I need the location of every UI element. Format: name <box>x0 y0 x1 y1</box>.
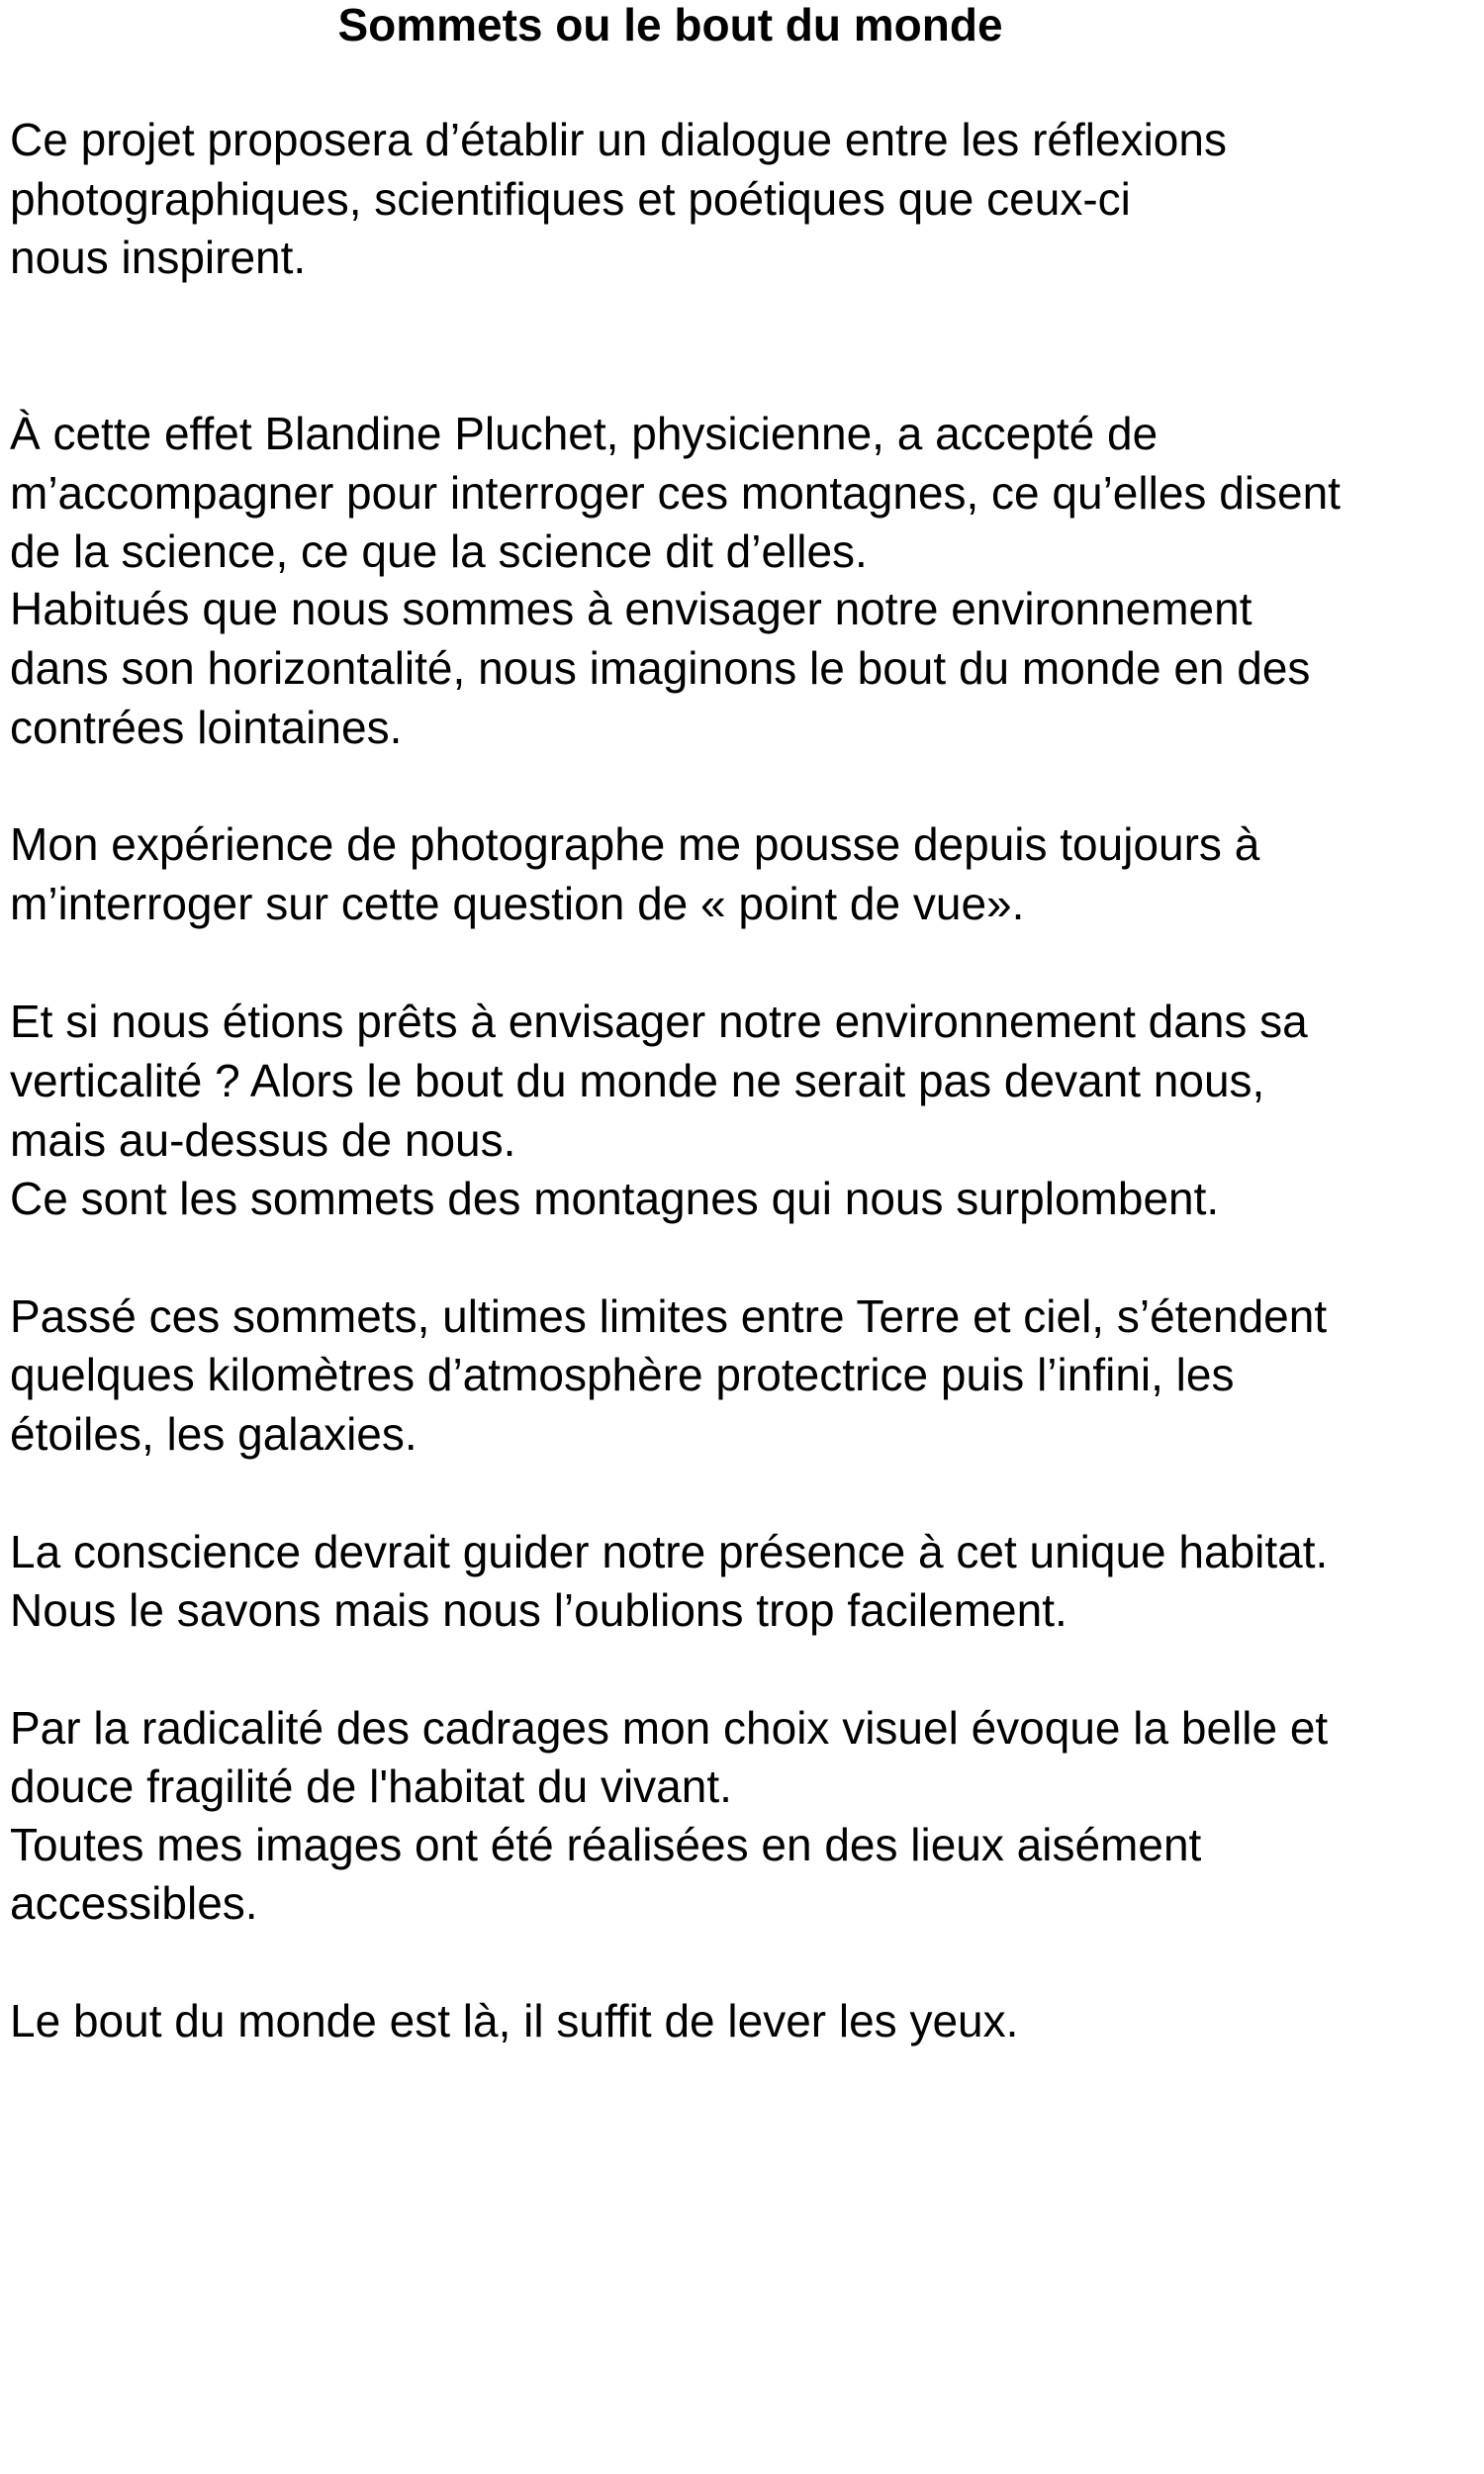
text-line: Nous le savons mais nous l’oublions trop facilement. <box>10 1584 1067 1636</box>
text-line: contrées lointaines. <box>10 702 403 753</box>
text-line: douce fragilité de l'habitat du vivant. <box>10 1760 732 1812</box>
text-line: mais au-dessus de nous. <box>10 1114 516 1166</box>
text-line: de la science, ce que la science dit d’elles. <box>10 525 868 577</box>
text-line: dans son horizontalité, nous imaginons le bout du monde en des <box>10 642 1311 694</box>
text-line: verticalité ? Alors le bout du monde ne serait pas devant nous, <box>10 1055 1265 1106</box>
text-line: nous inspirent. <box>10 232 307 283</box>
page-title: Sommets ou le bout du monde <box>337 0 1003 50</box>
text-line: m’accompagner pour interroger ces montagnes, ce qu’elles disent <box>10 467 1341 519</box>
text-line: quelques kilomètres d’atmosphère protectrice puis l’infini, les <box>10 1349 1235 1400</box>
text-line: Habitués que nous sommes à envisager notre environnement <box>10 583 1252 634</box>
text-line: photographiques, scientifiques et poétiques que ceux-ci <box>10 173 1131 225</box>
text-line: Ce sont les sommets des montagnes qui nous surplombent. <box>10 1173 1220 1224</box>
text-line: Ce projet proposera d’établir un dialogue entre les réflexions <box>10 114 1227 165</box>
text-line: Mon expérience de photographe me pousse depuis toujours à <box>10 818 1260 870</box>
text-line: m’interroger sur cette question de « point de vue». <box>10 878 1025 929</box>
text-line: accessibles. <box>10 1877 258 1929</box>
text-line: La conscience devrait guider notre présence à cet unique habitat. <box>10 1526 1329 1577</box>
text-line: Toutes mes images ont été réalisées en des lieux aisément <box>10 1819 1202 1870</box>
text-line: Par la radicalité des cadrages mon choix visuel évoque la belle et <box>10 1702 1329 1754</box>
text-line: Le bout du monde est là, il suffit de lever les yeux. <box>10 1995 1019 2046</box>
text-line: À cette effet Blandine Pluchet, physicienne, a accepté de <box>10 408 1159 459</box>
text-line: Et si nous étions prêts à envisager notre environnement dans sa <box>10 996 1308 1047</box>
text-line: étoiles, les galaxies. <box>10 1408 417 1460</box>
text-line: Passé ces sommets, ultimes limites entre Terre et ciel, s’étendent <box>10 1290 1328 1342</box>
